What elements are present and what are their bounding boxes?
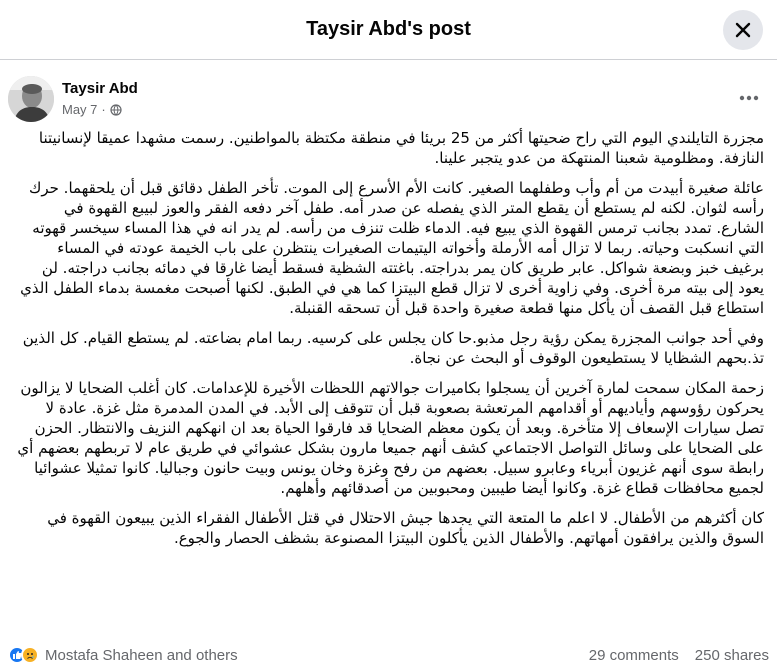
post-paragraph: زحمة المكان سمحت لمارة آخرين أن يسجلوا بكاميرات جوالاتهم اللحظات الأخيرة للإعدامات. كان أغلب الضحايا لا يزالون يحركون رؤوسهم وأياديهم أو أقدامهم المرتعشة بصعوبة قبل أن تتوقف إلى الأبد. في المدن المدمرة مثل غزة. عادة لا تصل سيارات الإسعاف إلا متأخرة. وبعد أن يكون معظم الضحايا قد فارقوا الحياة بعد ان انهكهم النزيف والانتظار. الحزن على الضحايا على وسائل التواصل الاجتماعي كشف أنهم جميعا مارون بشكل عشوائي في طريق عام لا تربطهم بعضهم أي رابطة سوى أنهم غزيون أبرياء وعابرو سبيل. بعضهم من رفح وغزة وخان يونس وبيت حانون وجباليا. كانوا تمثيلا عشوائيا لجميع محافظات قطاع غزة. وكانوا أيضا طيبين ومحبوبين من أصدقائهم وأهلهم. <box>17 379 764 497</box>
avatar-photo <box>8 76 54 122</box>
post-date[interactable]: May 7 <box>62 102 98 117</box>
more-horizontal-icon <box>739 95 759 101</box>
sad-reaction-icon <box>21 646 39 664</box>
dialog-header <box>0 0 777 60</box>
shares-count[interactable]: 250 shares <box>694 646 769 664</box>
post-paragraph: مجزرة التايلندي اليوم التي راح ضحيتها أكثر من 25 بريئا في منطقة مكتظة بالمواطنين. رسمت مشهدا عميقا لإنسانيتنا النازفة. ومظلومية شعبنا المنتهكة من عدو يتجبر علينا. <box>38 129 764 167</box>
post-paragraph: كان أكثرهم من الأطفال. لا اعلم ما المتعة التي يجدها جيش الاحتلال في قتل الأطفال الفقراء الذين يبيعون القهوة في السوق والذين يرافقون أمهاتهم. والأطفال الذين يأكلون البيتزا المصنوعة بشظف الحصار والجوع. <box>47 509 764 547</box>
globe-icon <box>110 104 122 116</box>
more-options-button[interactable] <box>731 80 767 116</box>
comments-count[interactable]: 29 comments <box>588 646 679 664</box>
author-name[interactable]: Taysir Abd <box>62 80 138 97</box>
post-meta <box>62 102 122 117</box>
dialog-title: Taysir Abd's post <box>306 18 471 40</box>
close-button[interactable] <box>723 10 763 50</box>
post-paragraph: عائلة صغيرة أبيدت من أم وأب وطفلهما الصغير. كانت الأم الأسرع إلى الموت. تأخر الطفل دقائق قبل أن يلحقهما. حرك رأسه لثوان. لكنه لم يستطع أن يقطع المتر الذي يفصله عن صدر أمه. طفل آخر دفعه الفقر والعوز لبيبع القهوة في الشارع. تمدد بجانب ترمس القهوة الذي يبيع فيه. الدماء ظلت تنزف من رأسه. لم يدر انه في هذا المساء سيخسر قهوته التي انسكبت وحياته. ربما لا تزال أمه الأرملة وأخواته اليتيمات الصغيرات ينتظرن على باب الخيمة عودته في المساء برغيف خبز وبضعة شواكل. عابر طريق كان يمر بدراجته. باغتته الشظية فسقط أيضا غارقا في دمائه بجانب دراجته. لن يعود إلى بيته مرة أخرى. وفي زاوية أخرى لا تزال قطع البيتزا كما هي في الطبق. لكنها أصبحت مغمسة بدماء الطفل الذي استطاع قبل القصف أن يأكل منها قطعة صغيرة واحدة قبل أن تسحقه القنبلة. <box>20 179 764 317</box>
avatar[interactable] <box>8 76 54 122</box>
engagement-counts <box>589 647 769 664</box>
reactors-link[interactable]: Mostafa Shaheen and others <box>45 646 238 664</box>
post-paragraph: وفي أحد جوانب المجزرة يمكن رؤية رجل مذبو.حا كان يجلس على كرسيه. ربما امام بضاعته. لم يستطع القيام. كل الذين تذ.بحهم الشظايا لا يستطيعون الوقوف أو البحث عن نجاة. <box>22 329 764 367</box>
close-icon <box>733 20 753 40</box>
post-text <box>16 128 764 558</box>
post-header <box>8 76 769 126</box>
reaction-icons[interactable] <box>8 646 39 664</box>
meta-separator: · <box>101 102 106 117</box>
post-footer <box>8 643 769 667</box>
